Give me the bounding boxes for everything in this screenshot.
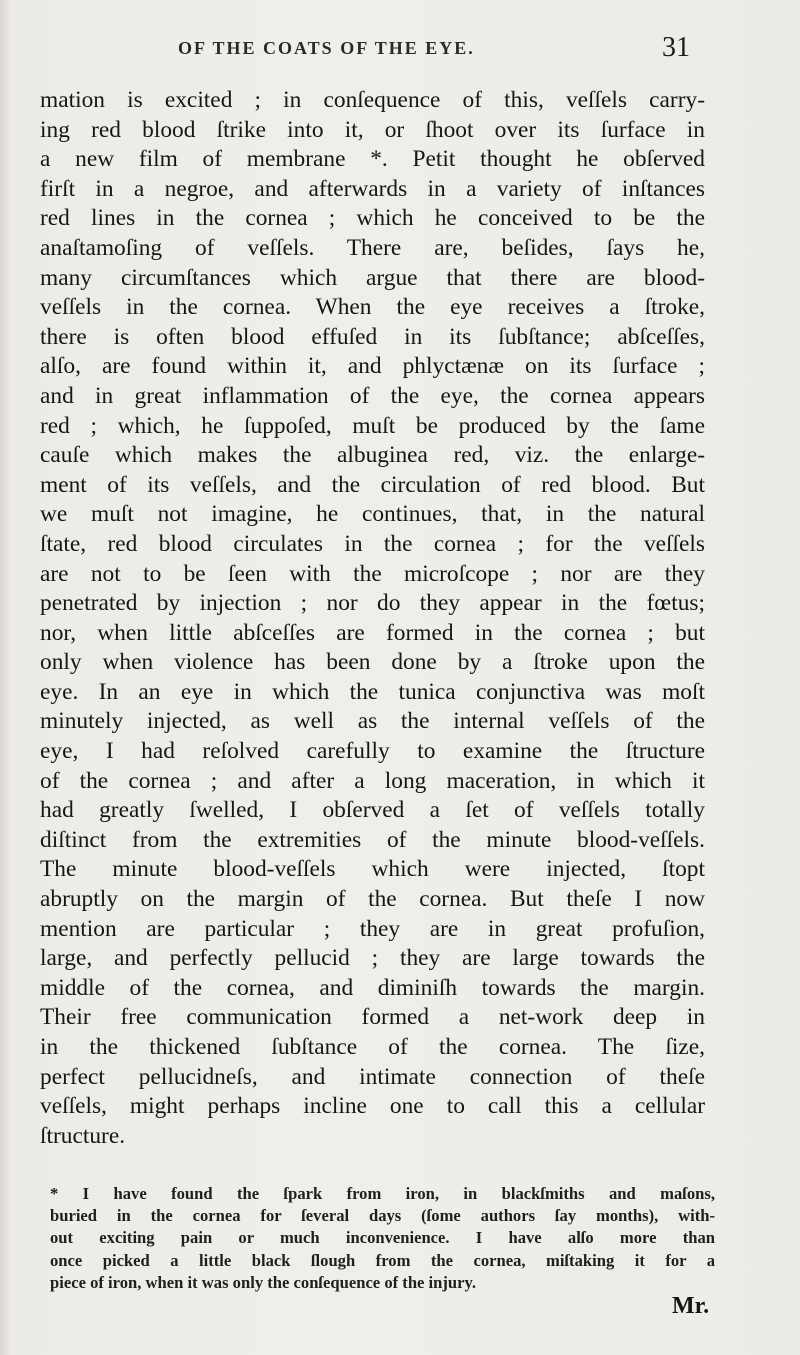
body-line: firſt in a negroe, and afterwards in a variety of inſtances bbox=[40, 175, 705, 202]
body-line: red lines in the cornea ; which he conceived to be the bbox=[40, 205, 705, 232]
body-line: ſtructure. bbox=[40, 1122, 126, 1149]
body-line: many circumſtances which argue that there are blood- bbox=[40, 264, 705, 291]
body-line: and in great inflammation of the eye, the cornea appears bbox=[40, 382, 705, 409]
body-line: eye. In an eye in which the tunica conjunctiva was moſt bbox=[40, 678, 705, 705]
body-line: ment of its veſſels, and the circulation of red blood. But bbox=[40, 471, 705, 498]
body-line: eye, I had reſolved carefully to examine the ſtructure bbox=[40, 738, 705, 765]
running-head: OF THE COATS OF THE EYE. bbox=[178, 38, 475, 58]
body-line: ſtate, red blood circulates in the cornea ; for the veſſels bbox=[40, 530, 705, 557]
body-line: there is often blood effuſed in its ſubſtance; abſceſſes, bbox=[40, 323, 705, 350]
body-line: minutely injected, as well as the internal veſſels of the bbox=[40, 708, 705, 735]
page-number: 31 bbox=[662, 32, 690, 63]
body-line: of the cornea ; and after a long maceration, in which it bbox=[40, 767, 705, 794]
body-line: middle of the cornea, and diminiſh towards the margin. bbox=[40, 974, 705, 1001]
body-line: a new film of membrane *. Petit thought he obſerved bbox=[40, 146, 705, 173]
body-line: penetrated by injection ; nor do they appear in the fœtus; bbox=[40, 590, 705, 617]
body-line: we muſt not imagine, he continues, that, in the natural bbox=[40, 501, 705, 528]
footnote-line: buried in the cornea for ſeveral days (ſome authors ſay months), with- bbox=[50, 1206, 715, 1226]
footnote-line: * I have found the ſpark from iron, in blackſmiths and maſons, bbox=[50, 1184, 715, 1203]
body-line: abruptly on the margin of the cornea. But theſe I now bbox=[40, 886, 705, 913]
body-line: mention are particular ; they are in great profuſion, bbox=[40, 915, 705, 942]
body-line: in the thickened ſubſtance of the cornea. The ſize, bbox=[40, 1034, 705, 1060]
footnote bbox=[50, 1183, 715, 1294]
body-line: are not to be ſeen with the microſcope ; nor are they bbox=[40, 560, 705, 587]
body-line: veſſels in the cornea. When the eye receives a ſtroke, bbox=[40, 294, 705, 321]
catchword: Mr. bbox=[672, 1293, 710, 1319]
body-text bbox=[40, 86, 705, 1151]
body-line: anaſtamoſing of veſſels. There are, beſides, ſays he, bbox=[40, 234, 705, 261]
body-line: cauſe which makes the albuginea red, viz. the enlarge- bbox=[40, 442, 705, 469]
body-line: mation is excited ; in conſequence of this, veſſels carry- bbox=[40, 87, 705, 113]
footnote-line: piece of iron, when it was only the conſequence of the injury. bbox=[50, 1272, 477, 1292]
footnote-line: once picked a little black ſlough from the cornea, miſtaking it for a bbox=[50, 1250, 715, 1270]
body-line: perfect pellucidneſs, and intimate connection of theſe bbox=[40, 1063, 705, 1090]
body-line: The minute blood-veſſels which were injected, ſtopt bbox=[40, 856, 705, 883]
body-line: Their free communication formed a net-work deep in bbox=[40, 1004, 705, 1031]
body-line: alſo, are found within it, and phlyctænæ on its ſurface ; bbox=[40, 353, 705, 380]
body-line: red ; which, he ſuppoſed, muſt be produced by the ſame bbox=[40, 412, 705, 439]
body-line: had greatly ſwelled, I obſerved a ſet of veſſels totally bbox=[40, 797, 705, 824]
body-line: ing red blood ſtrike into it, or ſhoot over its ſurface in bbox=[40, 116, 705, 143]
body-line: diſtinct from the extremities of the minute blood-veſſels. bbox=[40, 826, 705, 853]
footnote-line: out exciting pain or much inconvenience. I have alſo more than bbox=[50, 1228, 715, 1248]
body-line: veſſels, might perhaps incline one to call this a cellular bbox=[40, 1093, 705, 1120]
body-line: large, and perfectly pellucid ; they are large towards the bbox=[40, 945, 705, 972]
body-line: only when violence has been done by a ſtroke upon the bbox=[40, 649, 705, 676]
page-header bbox=[0, 32, 800, 72]
body-line: nor, when little abſceſſes are formed in the cornea ; but bbox=[40, 619, 705, 646]
